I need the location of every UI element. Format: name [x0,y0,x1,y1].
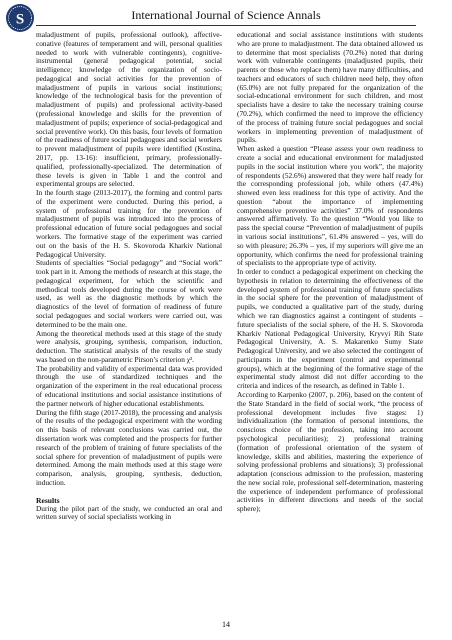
right-column [237,31,423,621]
paragraph: educational and social assistance institutions with students who are prone to maladjustment. The data obtained allowed us to determine that most specialists (70.2%) noted that during work with vulnerable contingents (maladjusted pupils, their parents or those who replace them) have many difficulties, and teachers and educators of such children need help, they often (65.0%) are not fully prepared for the organization of the social-educational environment for such children, and most specialists have a desire to take the necessary training course (70.2%), which confirmed the need to improve the efficiency of the process of training future social pedagogues and social workers in implementing prevention of maladjustment of pupils. [237,31,423,145]
section-heading-results: Results [36,495,60,505]
paragraph: When asked a question “Please assess your own readiness to create a social and educational environment for maladjusted pupils in the social institution where you work”, the majority of respondents (52.6%) answered that they were half ready for the corresponding professional job, while others (47.4%) showed even less readiness for this type of activity. And the question “about the importance of implementing comprehensive preventive activities” 37.0% of respondents answered affirmatively. To the question “Would you like to pass the special course “Prevention of maladjustment of pupils in various social institutions”, 61.4% answered – yes, will do so with pleasure; 26.3% – yes, if my superiors will give me an opportunity, which confirms the need for professional training of specialists to the appropriate type of activity. [237,144,423,268]
left-column [36,31,222,621]
paragraph: Among the theoretical methods used at this stage of the study were analysis, grouping, synthesis, comparison, induction, deduction. The statistical analysis of the results of the study was based on the non-parametric Pirson’s criterion χ². [36,328,222,364]
paragraph: In order to conduct a pedagogical experiment on checking the hypothesis in relation to determining the effectiveness of the developed system of professional training of future specialists in the social sphere for the prevention of maladjustment of pupils, we conducted a qualitative part of the study, during which we ran diagnostics against a contingent of students – future specialists of the social sphere, of the H. S. Skovoroda Kharkiv National Pedagogical University, Kryvyi Rih State Pedagogical University, A. S. Makarenko Sumy State Pedagogical University, and we also selected the contingent of participants in the experiment (control and experimental groups), which at the beginning of the formative stage of the experimental study almost did not differ according to the criteria and indices of the research, as defined in Table 1. [237,267,423,391]
paragraph: According to Karpenko (2007, p. 206), based on the content of the State Standard in the field of social work, “the process of professional development includes five stages: 1) individualization (the formation of personal intentions, the conscious choice of the profession, taking into account psychological peculiarities); 2) professional training (formation of professional orientation of the system of knowledge, skills and abilities, mastering the experience of solving professional problems and situations); 3) professional adaptation (conscious admission to the profession, mastering the new social role, professional self-determination, mastering the experience of independent performance of professional activities in different directions and needs of the social sphere); [237,390,423,514]
paragraph: The probability and validity of experimental data was provided through the use of standardized techniques and the organization of the experiment in the real educational process of educational institutions and social assistance institutions of the partner network of higher educational establishments. [36,363,222,408]
paragraph: During the pilot part of the study, we conducted an oral and written survey of social specialists working in [36,503,222,522]
header-rule [36,25,416,26]
paragraph: During the fifth stage (2017-2018), the processing and analysis of the results of the pedagogical experiment with the wording on this basis of relevant conclusions was carried out, the dissertation work was completed and the prospects for further research of the problem of training of future specialists of the social sphere for prevention of maladjustment of pupils were determined. Among the main methods used at this stage were comparison, analysis, grouping, synthesis, deduction, induction. [36,407,222,487]
paragraph: Students of specialties “Social pedagogy” and “Social work” took part in it. Among the methods of research at this stage, the pedagogical experiment, for which the scientific and methodical tools developed during the course of work were used, as well as the diagnostic methods by which the diagnostics of the level of formation of readiness of future social pedagogues and social workers were carried out, was determined to be the main one. [36,258,222,329]
page-number: 14 [222,620,230,629]
paragraph: maladjustment of pupils, professional outlook), affective-conative (features of temperament and will, personal qualities needed to work with vulnerable contingents), cognitive-instrumental (general pedagogical potential, social intelligence; knowledge of the organization of socio-pedagogical and social activities for the prevention of maladjustment of pupils in various social institutions; knowledge of the technological basis for the prevention of maladjustment of pupils) and professional activity-based (professional knowledge and skills for the prevention of maladjustment of pupils; experience of social-pedagogical and social preventive work). On this basis, four levels of formation of the readiness of future social pedagogues and social workers to prevent maladjustment of pupils were identified (Kostina, 2017, pp. 13-16): insufficient, primary, professionally-qualified, professionally-specialized. The determination of these levels is given in Table 1 and the control and experimental groups are selected. [36,31,222,189]
journal-title: International Journal of Science Annals [131,8,321,22]
svg-text:S: S [15,11,25,28]
paragraph: In the fourth stage (2013-2017), the forming and control parts of the experiment were conducted. During this period, a system of professional training for the prevention of maladjustment of pupils was introduced into the process of professional education of future social pedagogues and social workers. The formative stage of the experiment was carried out on the basis of the H. S. Skovoroda Kharkiv National Pedagogical University. [36,188,222,259]
